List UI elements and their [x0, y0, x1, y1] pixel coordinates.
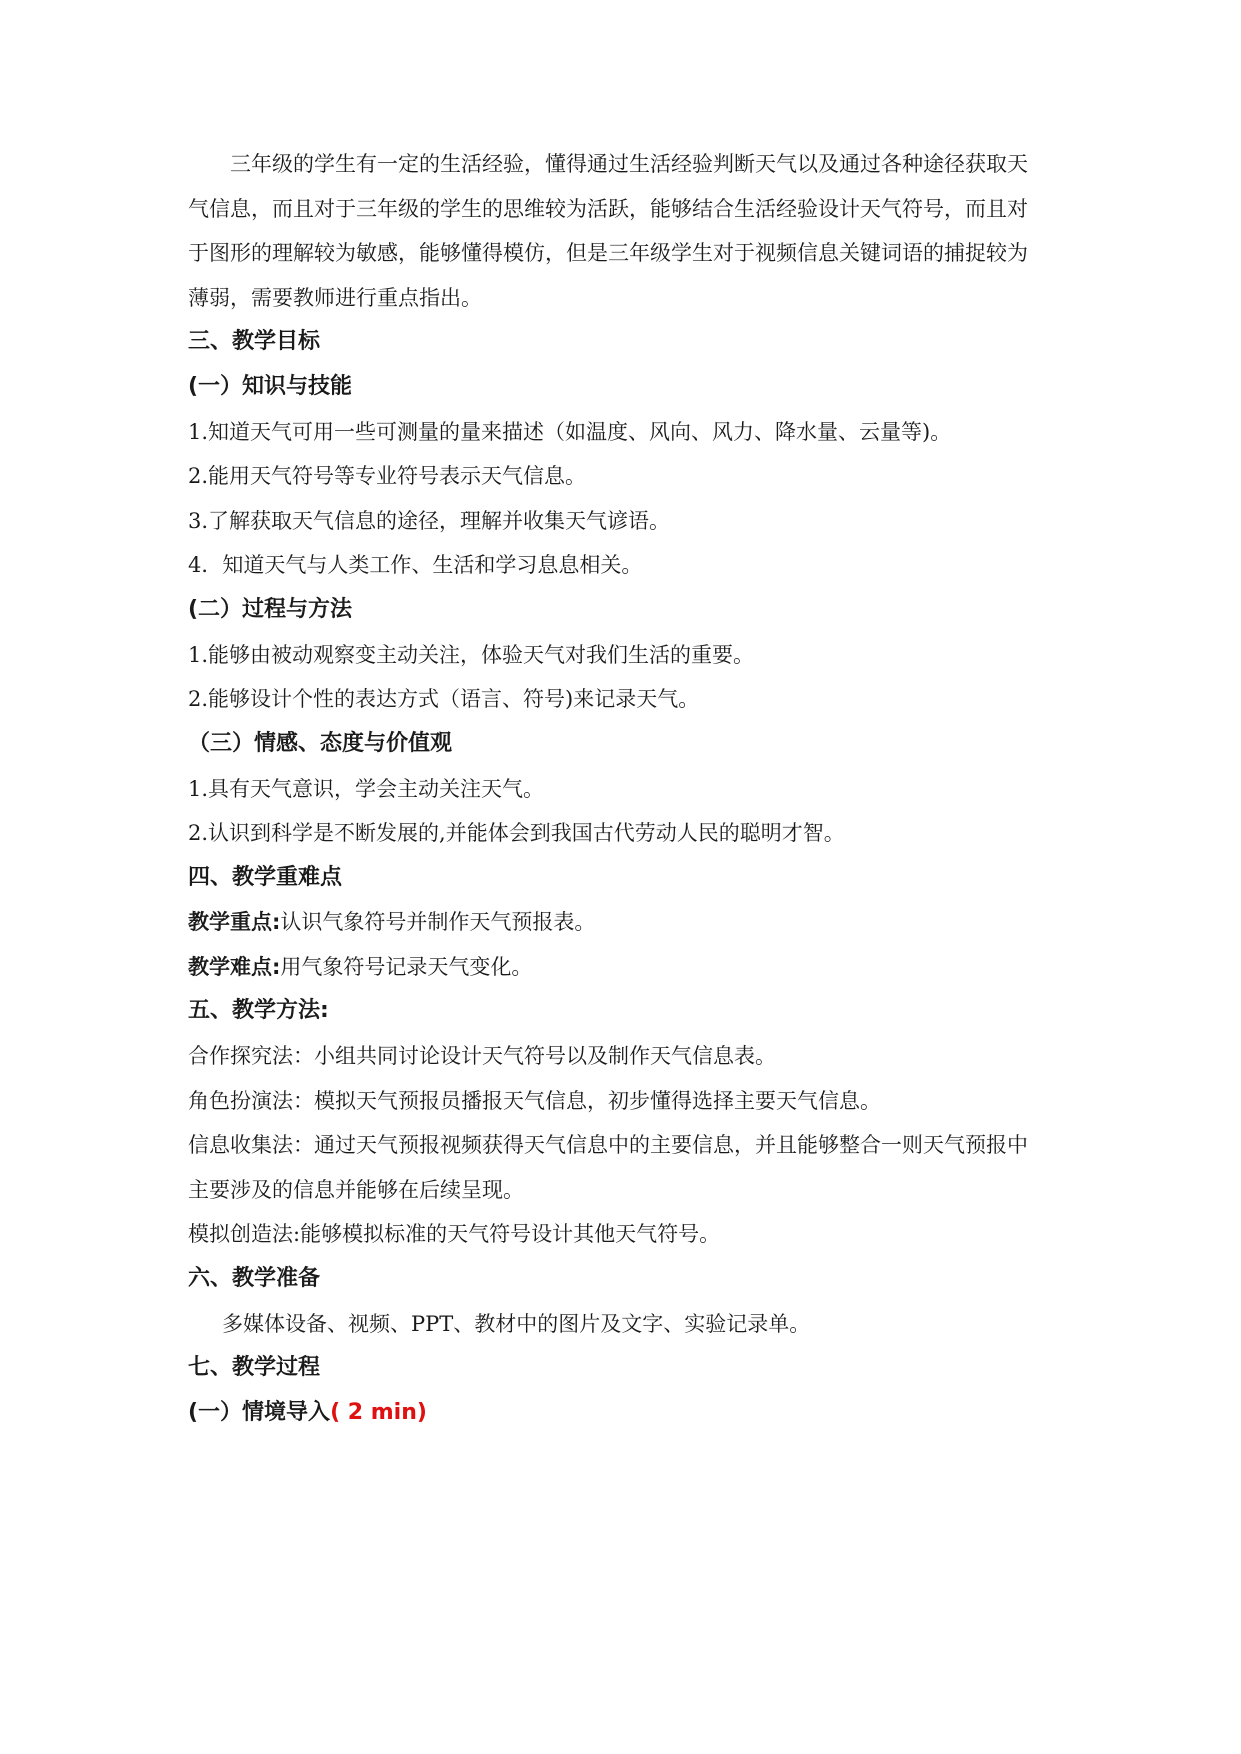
- scene-intro-time: ( 2 min): [330, 1400, 427, 1425]
- objective-process-1: 1.能够由被动观察变主动关注，体验天气对我们生活的重要。: [188, 643, 755, 667]
- difficult-point-text: 用气象符号记录天气变化。: [280, 955, 533, 979]
- section7-heading: 七、教学过程: [188, 1355, 321, 1380]
- objective-knowledge-4: 4．知道天气与人类工作、生活和学习息息相关。: [188, 553, 643, 577]
- section3-sub3-heading: （三）情感、态度与价值观: [188, 731, 453, 756]
- section4-heading: 四、教学重难点: [188, 865, 343, 890]
- section5-heading: 五、教学方法:: [188, 998, 329, 1023]
- section7-sub1-heading: [188, 1398, 1058, 1428]
- section6-heading: 六、教学准备: [188, 1266, 321, 1291]
- method-simulate-create: 模拟创造法:能够模拟标准的天气符号设计其他天气符号。: [188, 1222, 721, 1246]
- section3-heading: 三、教学目标: [188, 329, 321, 354]
- intro-line-3: 于图形的理解较为敏感，能够懂得模仿，但是三年级学生对于视频信息关键词语的捕捉较为: [188, 241, 1028, 265]
- objective-attitude-2: 2.认识到科学是不断发展的,并能体会到我国古代劳动人民的聪明才智。: [188, 821, 845, 845]
- scene-intro-label: (一）情境导入: [188, 1400, 331, 1425]
- objective-knowledge-3: 3.了解获取天气信息的途径，理解并收集天气谚语。: [188, 509, 671, 533]
- section3-sub2-heading: (二）过程与方法: [188, 597, 353, 622]
- key-point-label: 教学重点:: [188, 910, 281, 934]
- teaching-difficult-point: [188, 952, 1058, 982]
- objective-process-2: 2.能够设计个性的表达方式（语言、符号)来记录天气。: [188, 687, 700, 711]
- intro-line-1: 三年级的学生有一定的生活经验，懂得通过生活经验判断天气以及通过各种途径获取天: [230, 152, 1028, 176]
- difficult-point-label: 教学难点:: [188, 955, 281, 979]
- section3-sub1-heading: (一）知识与技能: [188, 374, 353, 399]
- method-info-collect-line-2: 主要涉及的信息并能够在后续呈现。: [188, 1178, 524, 1202]
- teaching-key-point: [188, 907, 1058, 937]
- preparation-text: 多媒体设备、视频、PPT、教材中的图片及文字、实验记录单。: [222, 1312, 811, 1336]
- intro-line-4: 薄弱，需要教师进行重点指出。: [188, 286, 482, 310]
- objective-knowledge-1: 1.知道天气可用一些可测量的量来描述（如温度、风向、风力、降水量、云量等)。: [188, 420, 952, 444]
- method-info-collect-line-1: 信息收集法：通过天气预报视频获得天气信息中的主要信息，并且能够整合一则天气预报中: [188, 1133, 1028, 1157]
- method-cooperative: 合作探究法：小组共同讨论设计天气符号以及制作天气信息表。: [188, 1044, 776, 1068]
- method-role-play: 角色扮演法：模拟天气预报员播报天气信息，初步懂得选择主要天气信息。: [188, 1089, 881, 1113]
- objective-knowledge-2: 2.能用天气符号等专业符号表示天气信息。: [188, 464, 587, 488]
- objective-attitude-1: 1.具有天气意识，学会主动关注天气。: [188, 777, 545, 801]
- intro-line-2: 气信息，而且对于三年级的学生的思维较为活跃，能够结合生活经验设计天气符号，而且对: [188, 197, 1028, 221]
- key-point-text: 认识气象符号并制作天气预报表。: [280, 910, 596, 934]
